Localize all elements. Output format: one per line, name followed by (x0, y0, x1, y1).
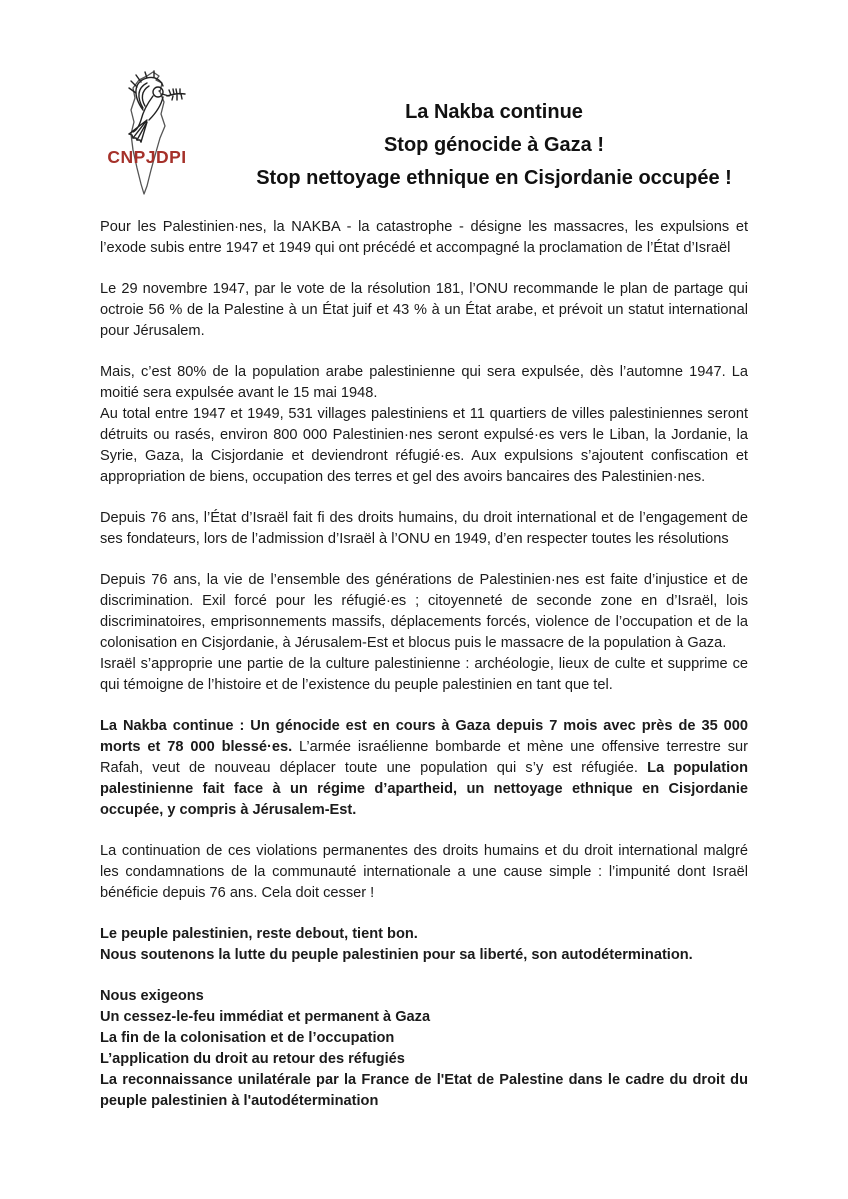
header (0, 0, 848, 203)
title-line-2: Stop génocide à Gaza ! (383, 134, 605, 156)
paragraph-text: Le 29 novembre 1947, par le vote de la résolution 181, l’ONU recommande le plan de partage qui octroie 56 % de la Palestine à un État juif et 43 % à un État arabe, et prévoit un statut international pour Jérusalem. (100, 281, 748, 339)
paragraph-text: Israël s’approprie une partie de la culture palestinienne : archéologie, lieux de culte et supprime ce qui témoigne de l’histoire et de l’existence du peuple palestinien en tant que tel. (100, 656, 748, 693)
paragraph-resolution-181 (100, 279, 748, 342)
dove-olive-branch-palestine-map-icon (103, 70, 195, 198)
demands-list (100, 986, 748, 1112)
title-line-1: La Nakba continue (405, 101, 583, 123)
paragraph-soutien (100, 924, 748, 966)
paragraph-text: Depuis 76 ans, l’État d’Israël fait fi des droits humains, du droit international et de l’engagement de ses fondateurs, lors de l’admission d’Israël à l’ONU en 1949, d’en respecter toutes les résolutions (100, 510, 748, 547)
paragraph-text: Depuis 76 ans, la vie de l’ensemble des générations de Palestinien·nes est faite d’injustice et de discrimination. Exil forcé pour les réfugié·es ; citoyenneté de seconde zone en d’Israël, lois discriminatoires, emprisonnements massifs, déplacements forcés, violence de l’occupation et de la colonisation en Cisjordanie, à Jérusalem-Est et blocus puis le massacre de la population à Gaza. (100, 572, 748, 651)
paragraph-text: Au total entre 1947 et 1949, 531 villages palestiniens et 11 quartiers de villes palestiniennes seront détruits ou rasés, environ 800 000 Palestinien·nes seront expulsé·es vers le Liban, la Jordanie, la Syrie, Gaza, la Cisjordanie et deviendront réfugié·es. Aux expulsions s’ajoutent confiscation et appropriation de biens, occupation des terres et gel des avoirs bancaires des Palestinien·nes. (100, 406, 748, 485)
paragraph-nakba-continue-genocide (100, 716, 748, 821)
paragraph-nakba-definition (100, 217, 748, 259)
demand-item: La fin de la colonisation et de l’occupation (100, 1030, 395, 1046)
demand-item: La reconnaissance unilatérale par la France de l'Etat de Palestine dans le cadre du droit du peuple palestinien à l'autodétermination (100, 1072, 748, 1109)
document-body (0, 203, 848, 1112)
cnpjdpi-logo (103, 70, 195, 203)
normal-run: L’armée israélienne bombarde et mène une offensive terrestre sur Rafah, veut de nouveau déplacer toute une population qui s’y est réfugiée. (100, 739, 748, 776)
paragraph-76-ans-etat (100, 508, 748, 550)
paragraph-discrimination (100, 570, 748, 696)
paragraph-expulsions (100, 362, 748, 488)
paragraph-impunite (100, 841, 748, 904)
paragraph-text: Le peuple palestinien, reste debout, tient bon. (100, 926, 418, 942)
logo-acronym: CNPJDPI (107, 147, 187, 167)
paragraph-text: Pour les Palestinien·nes, la NAKBA - la catastrophe - désigne les massacres, les expulsions et l’exode subis entre 1947 et 1949 qui ont précédé et accompagné la proclamation de l’État d’Israël (100, 219, 748, 256)
document-title (195, 96, 793, 195)
title-line-3: Stop nettoyage ethnique en Cisjordanie occupée ! (256, 167, 732, 189)
demand-item: Un cessez-le-feu immédiat et permanent à Gaza (100, 1009, 431, 1025)
paragraph-text: Nous soutenons la lutte du peuple palestinien pour sa liberté, son autodétermination. (100, 947, 693, 963)
bold-run: La Nakba continue : Un génocide est en cours à Gaza depuis 7 mois avec près de 35 000 morts et 78 000 blessé·es. (100, 718, 748, 755)
paragraph-text: La continuation de ces violations permanentes des droits humains et du droit international malgré les condamnations de la communauté internationale a une cause simple : l’impunité dont Israël bénéficie depuis 76 ans. Cela doit cesser ! (100, 843, 748, 901)
demands-heading: Nous exigeons (100, 988, 204, 1004)
demand-item: L’application du droit au retour des réfugiés (100, 1051, 405, 1067)
bold-run: La population palestinienne fait face à un régime d’apartheid, un nettoyage ethnique en Cisjordanie occupée, y compris à Jérusalem-Est. (100, 760, 748, 818)
paragraph-text (100, 716, 748, 821)
olive-branch-icon (167, 89, 185, 100)
paragraph-text: Mais, c’est 80% de la population arabe palestinienne qui sera expulsée, dès l’automne 1947. La moitié sera expulsée avant le 15 mai 1948. (100, 364, 748, 401)
